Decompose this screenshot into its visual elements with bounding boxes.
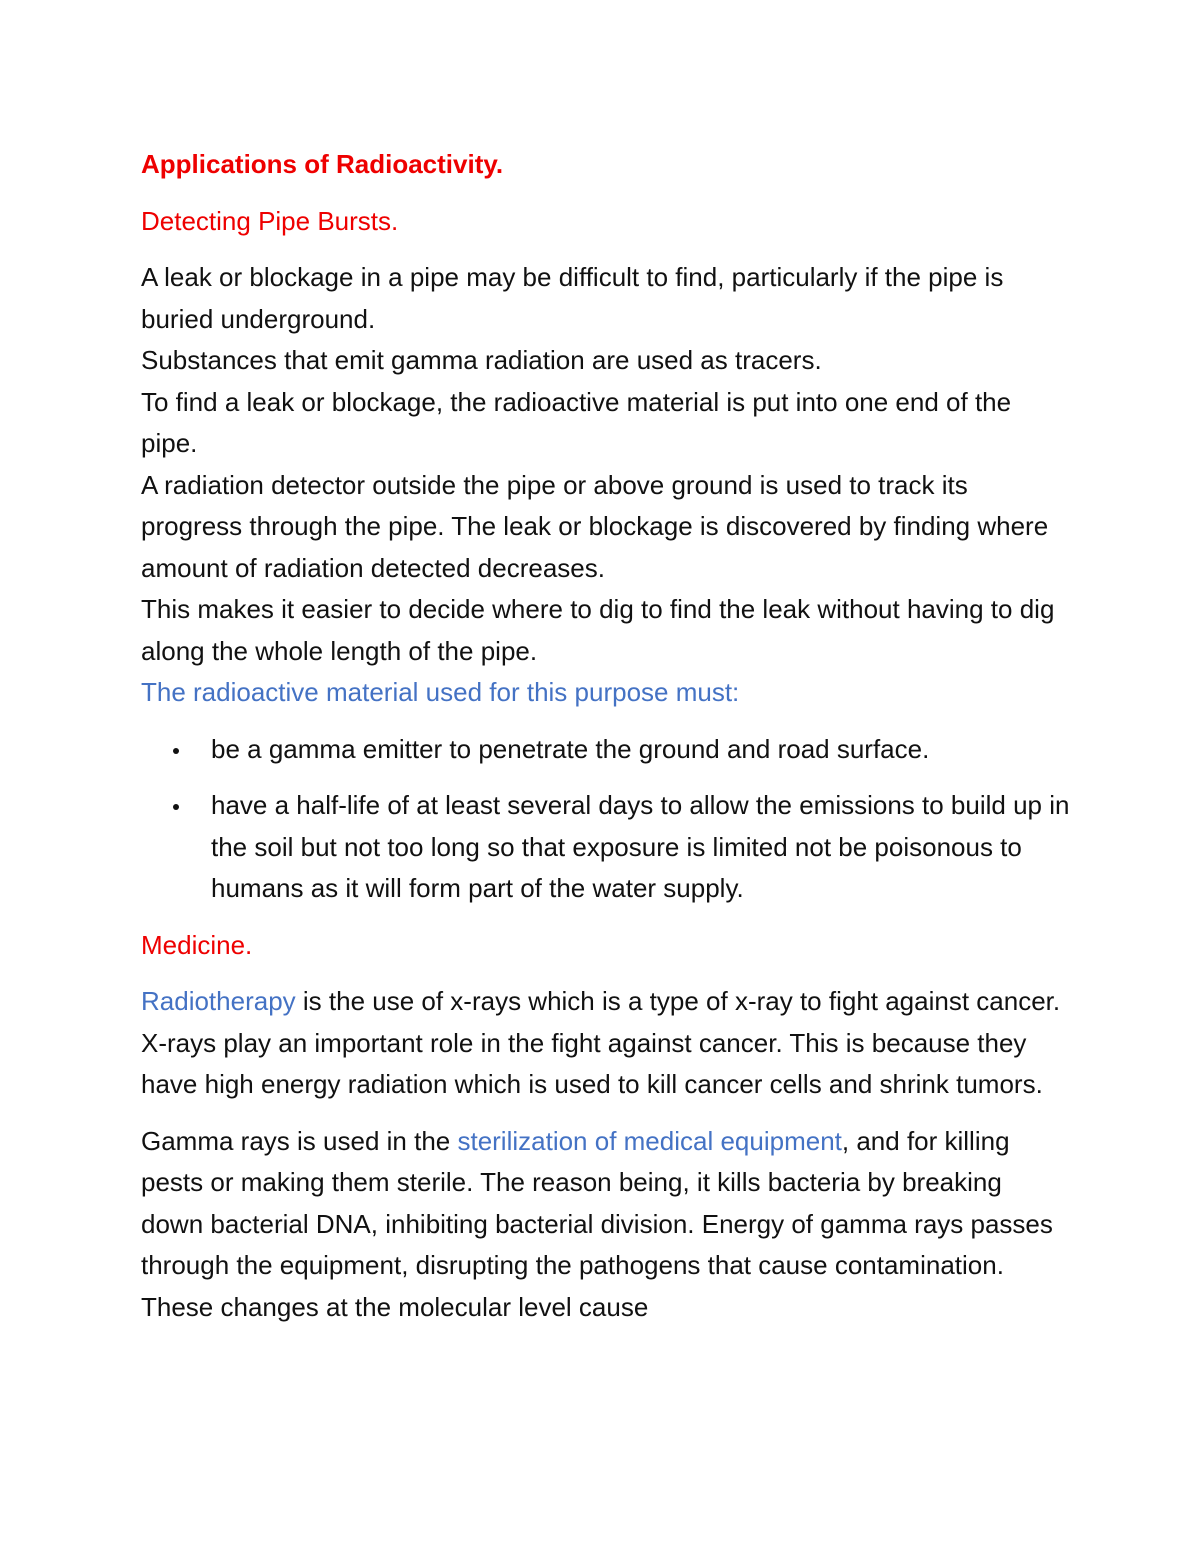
document-body: [141, 144, 1071, 1328]
paragraph-text: is the use of x-rays which is a type of x-ray to fight against cancer. X-rays play an important role in the fight against cancer. This is because they have high energy radiation which is used to kill cancer cells and shrink tumors.: [141, 986, 1061, 1099]
radiotherapy-paragraph: [141, 981, 1071, 1106]
document-title: Applications of Radioactivity.: [141, 149, 504, 179]
paragraph: A radiation detector outside the pipe or above ground is used to track its progress through the pipe. The leak or blockage is discovered by finding where amount of radiation detected decreases.: [141, 469, 1049, 583]
section-heading-pipe-bursts: Detecting Pipe Bursts.: [141, 205, 399, 236]
sterilization-paragraph: [141, 1121, 1071, 1329]
list-item-text: have a half-life of at least several days to allow the emissions to build up in the soil but not too long so that exposure is limited not be poisonous to humans as it will form part of the water supply.: [211, 790, 1070, 903]
list-item: [211, 785, 1071, 910]
section-heading-medicine: Medicine.: [141, 929, 253, 960]
list-item: [211, 729, 1071, 771]
requirements-list: [141, 729, 1071, 910]
paragraph-text: , and for killing pests or making them sterile. The reason being, it kills bacteria by breaking down bacterial DNA, inhibiting bacterial division. Energy of gamma rays passes through the equipment, disrupting the pathogens that cause contamination. These changes at the molecular level cause: [141, 1125, 1053, 1322]
paragraph-text: Gamma rays is used in the: [141, 1125, 458, 1156]
bullet-icon: [173, 804, 179, 810]
paragraph: Substances that emit gamma radiation are used as tracers.: [141, 345, 822, 375]
list-item-text: be a gamma emitter to penetrate the ground and road surface.: [211, 733, 930, 764]
sterilization-term: sterilization of medical equipment: [457, 1125, 842, 1156]
paragraph: A leak or blockage in a pipe may be difficult to find, particularly if the pipe is buried underground.: [141, 262, 1004, 334]
list-intro: The radioactive material used for this purpose must:: [141, 677, 740, 707]
bullet-icon: [173, 748, 179, 754]
radiotherapy-term: Radiotherapy: [141, 986, 296, 1016]
paragraph: To find a leak or blockage, the radioactive material is put into one end of the pipe.: [141, 386, 1012, 458]
paragraph: This makes it easier to decide where to dig to find the leak without having to dig along the whole length of the pipe.: [141, 594, 1055, 666]
